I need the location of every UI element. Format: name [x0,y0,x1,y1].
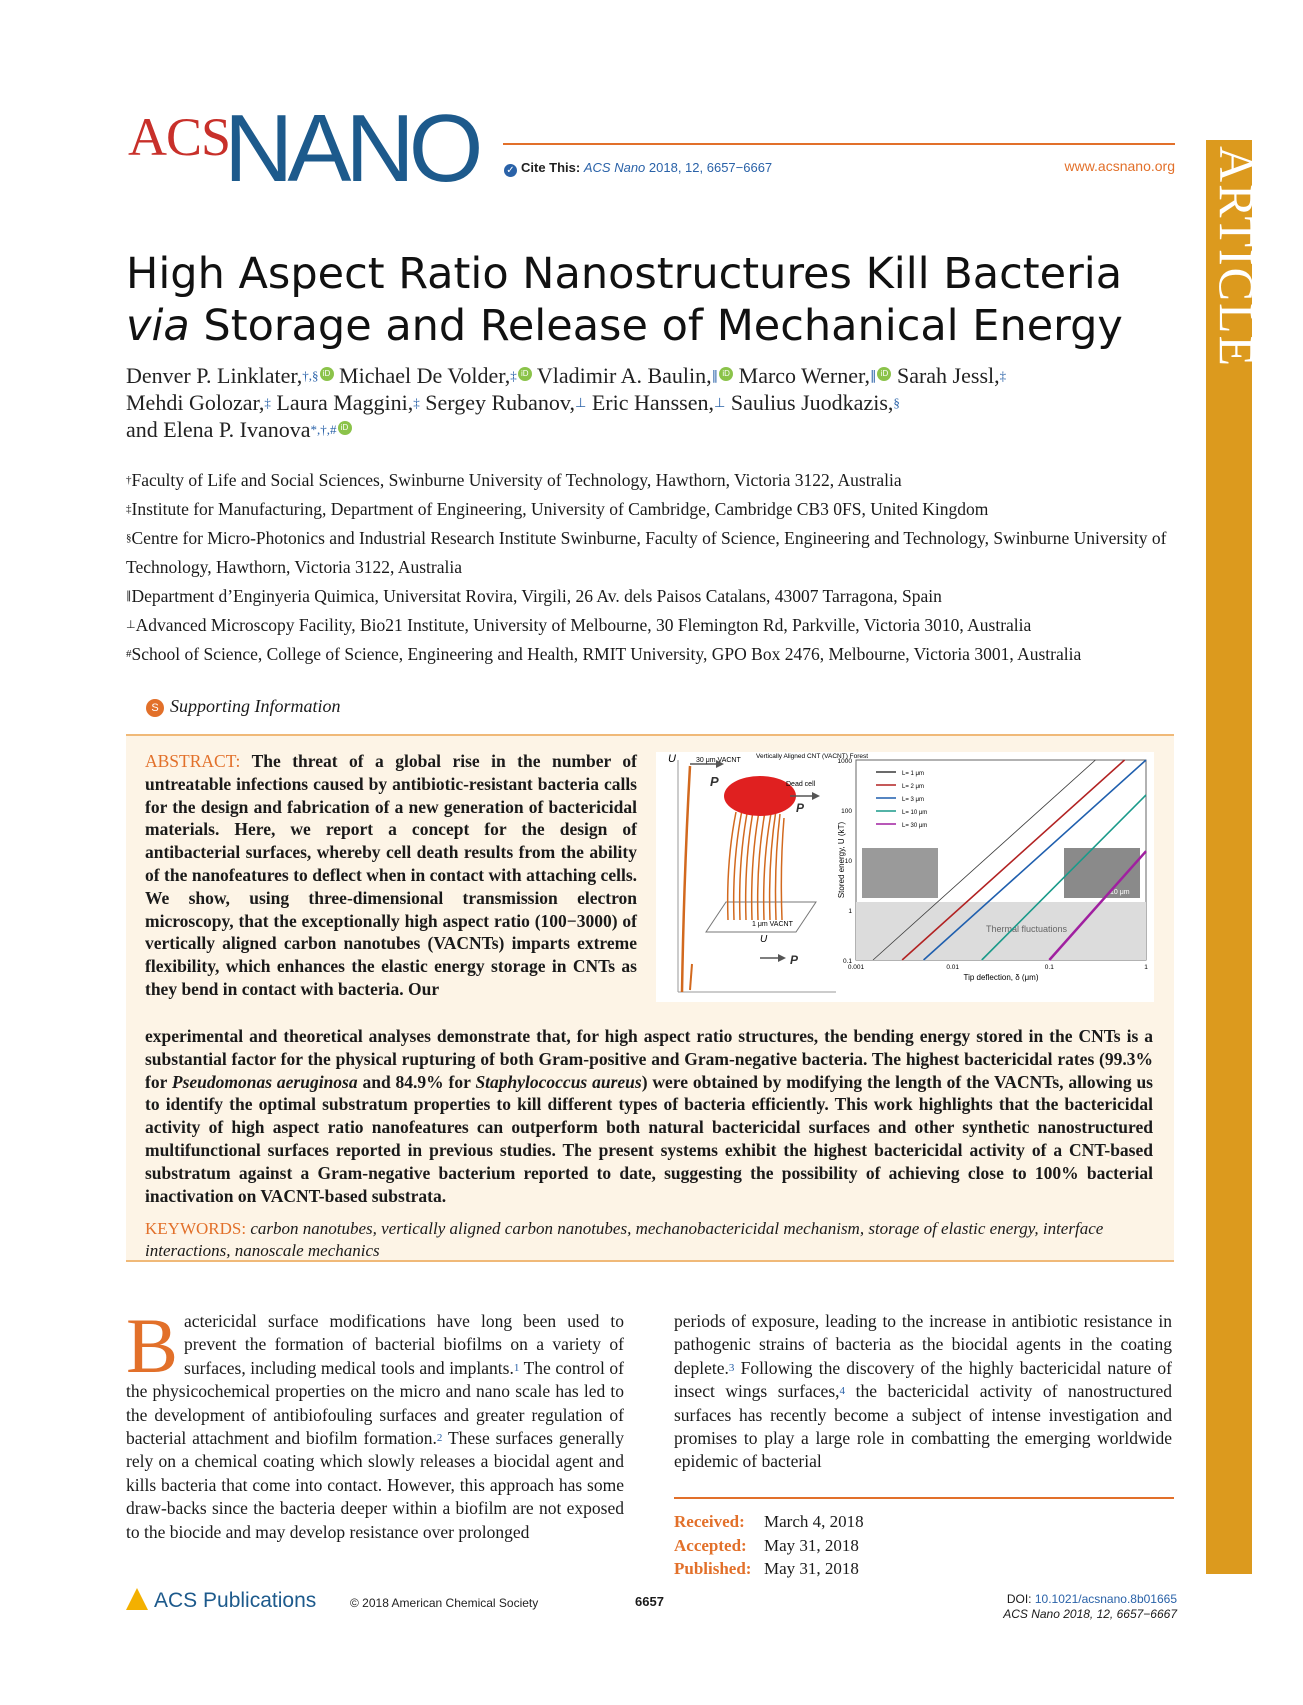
author-6[interactable]: Laura Maggini, [270,390,414,415]
doi-link[interactable]: 10.1021/acsnano.8b01665 [1034,1592,1177,1606]
author-2[interactable]: Vladimir A. Baulin, [531,363,712,388]
author-0[interactable]: Denver P. Linklater, [126,363,303,388]
publication-dates [674,1510,864,1581]
ref-link-4[interactable]: 4 [839,1385,846,1398]
date-received [674,1510,864,1534]
legend-label-3: L= 10 μm [902,810,928,816]
x-tick-0: 0.001 [847,964,865,971]
affiliation-symbol: ∥ [126,590,132,602]
y-axis-label: Stored energy, U (kT) [837,821,846,899]
thermal-label: Thermal fluctuations [986,924,1068,934]
sem-inset-1 [862,848,938,898]
journal-ref: ACS Nano 2018, 12, 6657−6667 [1003,1607,1177,1621]
affiliation-1 [126,495,1186,524]
author-affiliation-mark: ‡ [413,395,420,410]
x-tick-2: 0.1 [1044,964,1054,971]
affiliation-3 [126,582,1186,611]
author-affiliation-mark: ‡ [999,368,1007,383]
author-1[interactable]: Michael De Volder, [333,363,511,388]
body-column-2 [674,1310,1172,1474]
orcid-icon[interactable]: iD [719,367,733,381]
affiliation-symbol: # [126,648,132,660]
y-tick-0: 1000 [837,758,852,765]
author-affiliation-mark: *,†,# [310,422,337,437]
toc-figure-svg [656,752,1154,1002]
y-tick-3: 1 [848,908,852,915]
col2-text-b: Following the discovery of the highly bactericidal nature of insect wings surfaces, [674,1357,1172,1402]
ref-link-3[interactable]: 3 [728,1361,735,1374]
y-tick-4: 0.1 [842,958,852,965]
doi-block [1003,1592,1177,1622]
author-affiliation-mark: ‡ [264,395,271,410]
affiliation-symbol: ‡ [126,503,132,515]
published-label: Published: [674,1559,752,1578]
affiliation-text: School of Science, College of Science, Engineering and Health, RMIT University, GPO Box 2476, Melbourne, Victoria 3001, Australia [131,644,1082,664]
col2-text-c: the bactericidal activity of nanostructured surfaces has recently become a subject of intense investigation and promises to play a large role in combatting the emerging worldwide epidemic of bacterial [674,1381,1172,1472]
title-via: via [126,301,190,351]
journal-url[interactable]: www.acsnano.org [1064,158,1175,174]
author-affiliation-mark: ⊥ [714,395,726,410]
y-tick-2: 10 [844,858,852,865]
x-tick-3: 1 [1144,964,1148,971]
y-tick-1: 100 [841,808,852,815]
keywords-label: KEYWORDS: [145,1219,247,1238]
label-dead-cell: Dead cell [786,781,816,788]
cite-this[interactable] [504,160,772,177]
orcid-icon[interactable]: iD [320,367,334,381]
legend-label-2: L= 3 μm [902,797,924,803]
author-10[interactable]: and Elena P. Ivanova [126,417,311,442]
orcid-icon[interactable]: iD [338,421,352,435]
ref-link-2[interactable]: 2 [436,1432,443,1445]
page-number: 6657 [635,1594,664,1609]
keywords-text: carbon nanotubes, vertically aligned carbon nanotubes, mechanobactericidal mechanism, storage of elastic energy, interface interactions, nanoscale mechanics [145,1219,1104,1260]
author-affiliation-mark: †,§ [302,368,319,383]
drop-cap: B [126,1302,179,1389]
affiliation-0 [126,466,1186,495]
col1-text-a: actericidal surface modifications have long been used to prevent the formation of bacterial biofilms on a variety of surfaces, including medical tools and implants. [184,1311,624,1378]
ref-link-1[interactable]: 1 [513,1361,520,1374]
affiliation-text: Institute for Manufacturing, Department of Engineering, University of Cambridge, Cambridge CB3 0FS, United Kingdom [131,499,989,519]
author-5[interactable]: Mehdi Golozar, [126,390,265,415]
keywords [145,1218,1155,1262]
legend-label-1: L= 2 μm [902,784,924,790]
author-affiliation-mark: ∥ [711,368,719,383]
dates-rule [674,1497,1174,1499]
legend-label-0: L= 1 μm [902,771,924,777]
author-affiliation-mark: ‡ [510,368,517,383]
received-value: March 4, 2018 [764,1512,864,1531]
author-4[interactable]: Sarah Jessl, [891,363,1000,388]
cite-ref: 2018, 12, 6657−6667 [648,160,773,175]
author-affiliation-mark: ∥ [869,368,877,383]
affiliation-text: Advanced Microscopy Facility, Bio21 Institute, University of Melbourne, 30 Flemington Rd, Parkville, Victoria 3010, Australia [135,615,1032,635]
long-cnt [682,766,690,992]
check-icon: ✓ [504,164,517,177]
date-accepted [674,1534,864,1558]
legend-label-4: L= 30 μm [902,823,928,829]
toc-figure [656,752,1154,1002]
publisher-name: ACS Publications [154,1589,317,1612]
col2-text-a: periods of exposure, leading to the increase in antibiotic resistance in pathogenic strains of bacteria as the biocidal agents in the coating deplete. [674,1311,1172,1378]
acs-publications-logo[interactable] [126,1588,316,1613]
affiliation-2 [126,524,1186,582]
label-u-bottom: U [760,934,768,945]
supporting-info-icon: S [146,699,164,717]
author-affiliation-mark: ⊥ [574,395,587,410]
logo-nano: NANO [224,95,478,202]
accepted-label: Accepted: [674,1535,747,1555]
affiliation-symbol: † [126,474,132,486]
cite-label: Cite This: [521,160,581,175]
date-published [674,1557,864,1581]
label-p-cell: P [796,801,805,815]
accepted-value: May 31, 2018 [764,1535,859,1555]
author-7[interactable]: Sergey Rubanov, [419,390,575,415]
doi-label: DOI: [1006,1592,1032,1606]
species-staphylococcus: Staphylococcus aureus [475,1071,642,1092]
label-1um: 1 μm VACNT [752,921,793,928]
col1-text-c: These surfaces generally rely on a chemical coating which slowly releases a biocidal agent and kills bacteria that come into contact. However, this approach has some draw-backs since the bacteria deeper within a biofilm are not exposed to the biocide and may develop resistance over prolonged [126,1428,624,1542]
orcid-icon[interactable]: iD [877,367,891,381]
abstract-part-1 [145,750,637,1001]
affiliations [126,466,1186,669]
affiliation-4 [126,611,1186,640]
abstract-text-2a: experimental and theoretical analyses demonstrate that, for high aspect ratio structures, the bending energy stored in the CNTs is a substantial factor for the physical rupturing of both Gram-positive and Gram-negative bacteria. The highest bactericidal rates (99.3% for [145,1026,1153,1092]
journal-logo [128,95,508,202]
species-pseudomonas: Pseudomonas aeruginosa [171,1071,358,1092]
affiliation-text: Centre for Micro-Photonics and Industrial Research Institute Swinburne, Faculty of Science, Engineering and Technology, Swinburne University of Technology, Hawthorn, Victoria 3122, Australia [126,528,1167,577]
title-line-2-rest: Storage and Release of Mechanical Energy [189,301,1123,351]
energy-chart [837,758,1148,982]
abstract-part-2 [145,1025,1153,1207]
affiliation-5 [126,640,1186,669]
label-u-top: U [668,753,676,765]
cite-journal: ACS Nano [583,160,646,175]
x-ticks [848,964,1148,971]
copyright: © 2018 American Chemical Society [350,1596,539,1610]
label-p-bottom: P [790,953,799,967]
author-affiliation-mark: § [893,395,900,410]
title-line-1: High Aspect Ratio Nanostructures Kill Bacteria [126,249,1123,299]
orcid-icon[interactable]: iD [518,367,532,381]
x-axis-label: Tip deflection, δ (μm) [963,973,1039,982]
supporting-info-label: Supporting Information [170,696,341,716]
label-forest: Vertically Aligned CNT (VACNT) Forest [756,753,869,760]
supporting-information-link[interactable] [146,696,341,717]
author-list [126,362,1186,443]
x-tick-1: 0.01 [946,964,959,971]
scale-bar-label: 10 μm [1110,889,1130,896]
article-title [126,248,1186,352]
author-9[interactable]: Saulius Juodkazis, [725,390,894,415]
author-3[interactable]: Marco Werner, [733,363,870,388]
abstract-text-2c: ) were obtained by modifying the length of the VACNTs, allowing us to identify the optimal substratum properties to kill different types of bacteria efficiently. This work highlights that the bactericidal activity of high aspect ratio nanofeatures can outperform both natural bactericidal surfaces and other synthetic nanostructured multifunctional surfaces reported in previous studies. The present systems exhibit the highest bactericidal activity of a CNT-based substratum against a Gram-negative bacterium reported to date, suggesting the possibility of achieving close to 100% bacterial inactivation on VACNT-based substrata. [145,1071,1153,1206]
abstract-text-1: The threat of a global rise in the number of untreatable infections caused by antibiotic-resistant bacteria calls for the design and fabrication of a new generation of bactericidal materials. Here, we report a concept for the design of antibacterial surfaces, whereby cell death results from the ability of the nanofeatures to deflect when in contact with attaching cells. We show, using three-dimensional transmission electron microscopy, that the exceptionally high aspect ratio (100−3000) of vertically aligned carbon nanotubes (VACNTs) imparts extreme flexibility, which enhances the elastic energy storage in CNTs as they bend in contact with bacteria. Our [145,751,638,999]
title-line-2 [126,300,1186,352]
author-8[interactable]: Eric Hanssen, [586,390,714,415]
abstract-label: ABSTRACT: [145,751,241,771]
affiliation-symbol: ⊥ [126,619,136,631]
label-p-top: P [710,774,719,789]
abstract-text-2b: and 84.9% for [357,1071,476,1092]
affiliation-text: Department d’Enginyeria Quimica, Universitat Rovira, Virgili, 26 Av. dels Paisos Catalans, 43007 Tarragona, Spain [131,586,942,606]
body-column-1 [126,1302,624,1544]
sidebar-label: ARTICLE [1209,146,1265,369]
affiliation-symbol: § [126,532,132,544]
acs-seal-icon [126,1588,148,1610]
cnt-forest [728,806,784,920]
logo-acs: ACS [128,107,231,167]
published-value: May 31, 2018 [764,1559,859,1578]
label-30um: 30 μm VACNT [696,757,741,764]
col1-text-b: The control of the physicochemical properties on the micro and nano scale has led to the development of antibiofouling surfaces and greater regulation of bacterial attachment and biofilm formation. [126,1357,624,1449]
header-rule [503,143,1175,145]
received-label: Received: [674,1512,745,1531]
affiliation-text: Faculty of Life and Social Sciences, Swinburne University of Technology, Hawthorn, Victoria 3122, Australia [131,470,902,490]
article-sidebar [1206,140,1265,1574]
